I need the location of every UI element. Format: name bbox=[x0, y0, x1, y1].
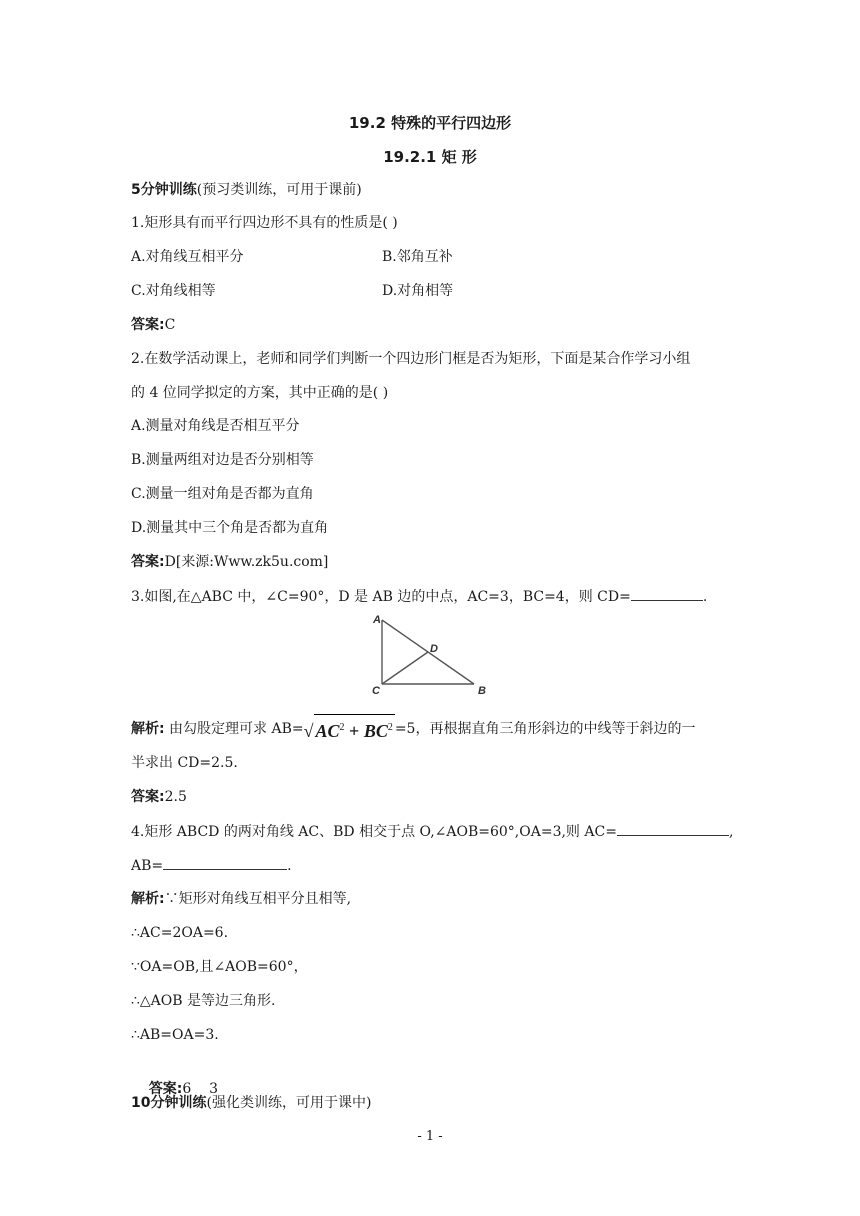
q3-stem bbox=[131, 586, 707, 607]
q3-analysis-pre: 由勾股定理可求 AB= bbox=[164, 721, 304, 737]
q2-answer-value: D[来源:Www.zk5u.com] bbox=[164, 554, 329, 570]
analysis-label: 解析: bbox=[131, 891, 165, 907]
q4-analysis-line2: ∴AC=2OA=6. bbox=[131, 925, 229, 941]
answer-label: 答案: bbox=[148, 1081, 183, 1097]
q4-stem-text: 4.矩形 ABCD 的两对角线 AC、BD 相交于点 O,∠AOB=60°,OA=3,则 AC= bbox=[131, 824, 617, 840]
part2-heading bbox=[131, 1093, 371, 1113]
label-c: C bbox=[372, 685, 380, 697]
sqrt-plus: + bbox=[344, 721, 364, 741]
q4-answer-value: 6 3 bbox=[182, 1081, 219, 1097]
answer-label: 答案: bbox=[131, 554, 165, 570]
sqrt-term-ac: AC bbox=[315, 721, 340, 741]
sqrt-exp-1: 2 bbox=[339, 722, 345, 733]
part1-heading-rest: (预习类训练，可用于课前) bbox=[196, 182, 362, 198]
q1-stem: 1.矩形具有而平行四边形不具有的性质是( ) bbox=[131, 215, 398, 231]
q4-analysis-text1: ∵矩形对角线互相平分且相等, bbox=[164, 891, 352, 907]
q4-analysis-line4: ∴△AOB 是等边三角形. bbox=[131, 993, 276, 1009]
page-number: - 1 - bbox=[417, 1129, 443, 1144]
q4-analysis-line1 bbox=[131, 889, 351, 909]
q2-answer bbox=[131, 552, 328, 572]
q2-option-a: A.测量对角线是否相互平分 bbox=[131, 418, 300, 434]
part2-heading-rest: (强化类训练，可用于课中) bbox=[206, 1095, 372, 1111]
part1-heading bbox=[131, 180, 362, 200]
subsection-title: 19.2.1 矩 形 bbox=[383, 148, 477, 166]
q1-options-row2 bbox=[131, 281, 731, 301]
answer-label: 答案: bbox=[131, 317, 165, 333]
q3-answer-blank bbox=[631, 586, 703, 601]
sqrt-exp-2: 2 bbox=[387, 722, 393, 733]
q1-options-row1 bbox=[131, 247, 731, 267]
triangle-figure bbox=[370, 612, 490, 702]
q3-analysis-line2: 半求出 CD=2.5. bbox=[131, 755, 238, 771]
label-a: A bbox=[373, 614, 381, 626]
q4-analysis-line5: ∴AB=OA=3. bbox=[131, 1027, 219, 1043]
q2-stem-line2: 的 4 位同学拟定的方案，其中正确的是( ) bbox=[131, 385, 389, 401]
section-title: 19.2 特殊的平行四边形 bbox=[348, 114, 512, 132]
q4-ab-blank bbox=[163, 855, 287, 870]
q2-option-c: C.测量一组对角是否都为直角 bbox=[131, 486, 314, 502]
label-d: D bbox=[430, 643, 438, 655]
sqrt-expression: √ $AC^2 + BC^2$ bbox=[304, 714, 395, 744]
q3-stem-end: . bbox=[702, 589, 708, 605]
q1-answer-value: C bbox=[164, 317, 176, 333]
q4-stem-line1 bbox=[131, 821, 733, 842]
q2-option-b: B.测量两组对边是否分别相等 bbox=[131, 452, 314, 468]
q3-analysis-post: =5，再根据直角三角形斜边的中线等于斜边的一 bbox=[394, 721, 696, 737]
q4-analysis-line3: ∵OA=OB,且∠AOB=60°， bbox=[131, 959, 308, 975]
q4-ac-blank bbox=[617, 821, 729, 836]
q4-stem2-end: . bbox=[287, 858, 292, 874]
q4-stem-line2 bbox=[131, 855, 292, 876]
q1-option-c: C.对角线相等 bbox=[131, 283, 216, 299]
part1-heading-bold: 5分钟训练 bbox=[131, 182, 197, 198]
answer-label: 答案: bbox=[131, 789, 165, 805]
q3-stem-text: 3.如图,在△ABC 中，∠C=90°，D 是 AB 边的中点，AC=3，BC=4，则 CD= bbox=[131, 589, 631, 605]
part2-heading-bold: 10分钟训练 bbox=[131, 1095, 207, 1111]
analysis-label: 解析: bbox=[131, 721, 165, 737]
q4-stem1-end: , bbox=[728, 824, 734, 840]
q1-option-a: A.对角线互相平分 bbox=[131, 249, 244, 265]
q1-option-d: D.对角相等 bbox=[382, 283, 454, 299]
median-cd bbox=[382, 652, 428, 684]
q3-answer bbox=[131, 787, 187, 807]
q1-answer bbox=[131, 315, 175, 335]
sqrt-term-bc: BC bbox=[363, 721, 388, 741]
q2-option-d: D.测量其中三个角是否都为直角 bbox=[131, 520, 329, 536]
q2-stem-line1: 2.在数学活动课上，老师和同学们判断一个四边形门框是否为矩形，下面是某合作学习小组 bbox=[131, 351, 691, 367]
q3-analysis-line1 bbox=[131, 714, 695, 744]
q1-option-b: B.邻角互补 bbox=[382, 249, 453, 265]
q3-answer-value: 2.5 bbox=[164, 789, 187, 805]
q4-stem2-pre: AB= bbox=[131, 858, 164, 874]
label-b: B bbox=[478, 685, 486, 697]
